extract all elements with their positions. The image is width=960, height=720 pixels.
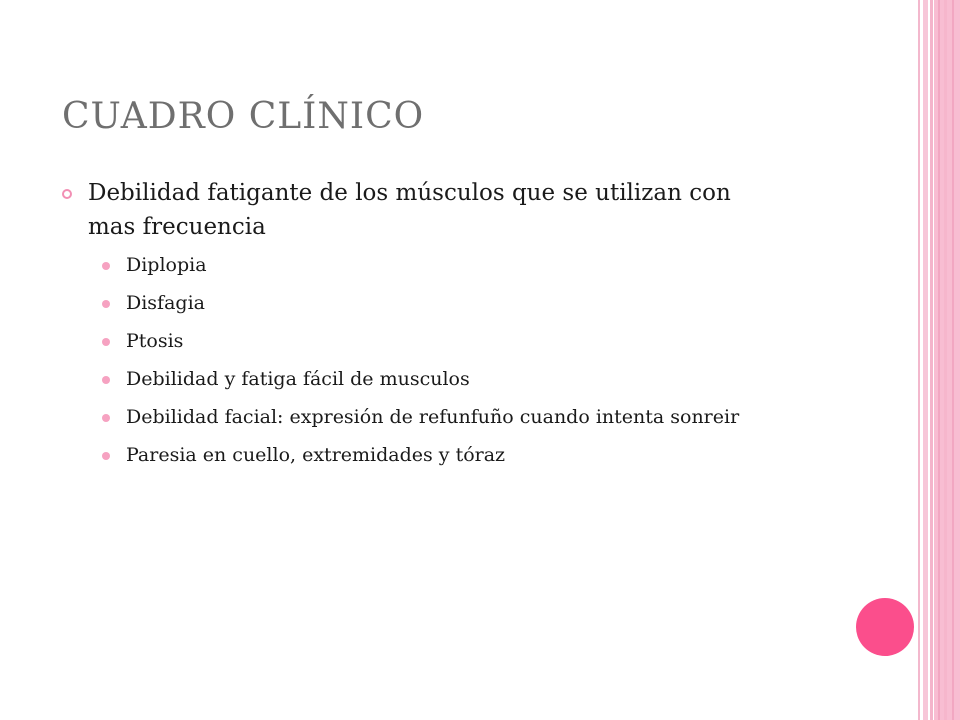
- accent-circle: [856, 598, 914, 656]
- list-item: [60, 328, 760, 355]
- list-item: [60, 442, 760, 469]
- list-item-text: Diplopia: [126, 254, 207, 276]
- list-item-text: Paresia en cuello, extremidades y tóraz: [126, 444, 506, 466]
- decorative-stripe: [952, 0, 954, 720]
- list-item-text: Debilidad facial: expresión de refunfuño cuando intenta sonreir: [126, 406, 740, 428]
- dot-bullet-icon: [102, 262, 110, 270]
- list-item: [60, 366, 760, 393]
- main-bullet-text: Debilidad fatigante de los músculos que se utilizan con mas frecuencia: [88, 180, 731, 240]
- decorative-stripe: [944, 0, 947, 720]
- list-item: [60, 252, 760, 279]
- decorative-stripe: [918, 0, 920, 720]
- list-item-text: Disfagia: [126, 292, 205, 314]
- dot-bullet-icon: [102, 452, 110, 460]
- dot-bullet-icon: [102, 414, 110, 422]
- slide-title: CUADRO CLÍNICO: [62, 96, 425, 137]
- list-item-text: Debilidad y fatiga fácil de musculos: [126, 368, 470, 390]
- decorative-stripe: [938, 0, 940, 720]
- list-item-text: Ptosis: [126, 330, 184, 352]
- slide-content: [60, 176, 760, 480]
- sub-bullet-list: [60, 252, 760, 469]
- dot-bullet-icon: [102, 300, 110, 308]
- list-item: [60, 404, 760, 431]
- dot-bullet-icon: [102, 376, 110, 384]
- list-item: [60, 290, 760, 317]
- dot-bullet-icon: [102, 338, 110, 346]
- ring-bullet-icon: [62, 189, 72, 199]
- main-bullet: [60, 176, 760, 244]
- decorative-stripe: [923, 0, 928, 720]
- decorative-stripe: [930, 0, 933, 720]
